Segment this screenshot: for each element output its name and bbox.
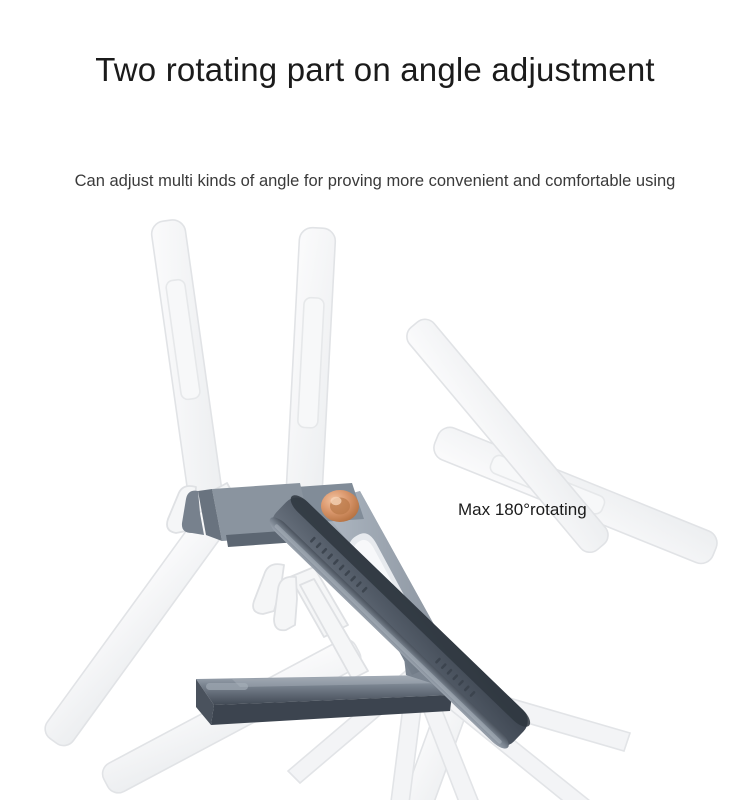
- page-title: Two rotating part on angle adjustment: [95, 51, 655, 89]
- rotation-callout: Max 180°rotating: [458, 500, 587, 519]
- ghost-tablet: [150, 218, 225, 520]
- product-illustration: [0, 205, 750, 800]
- ghost-tablet: [402, 314, 613, 557]
- page-subtitle: Can adjust multi kinds of angle for proving more convenient and comfortable using: [74, 171, 676, 190]
